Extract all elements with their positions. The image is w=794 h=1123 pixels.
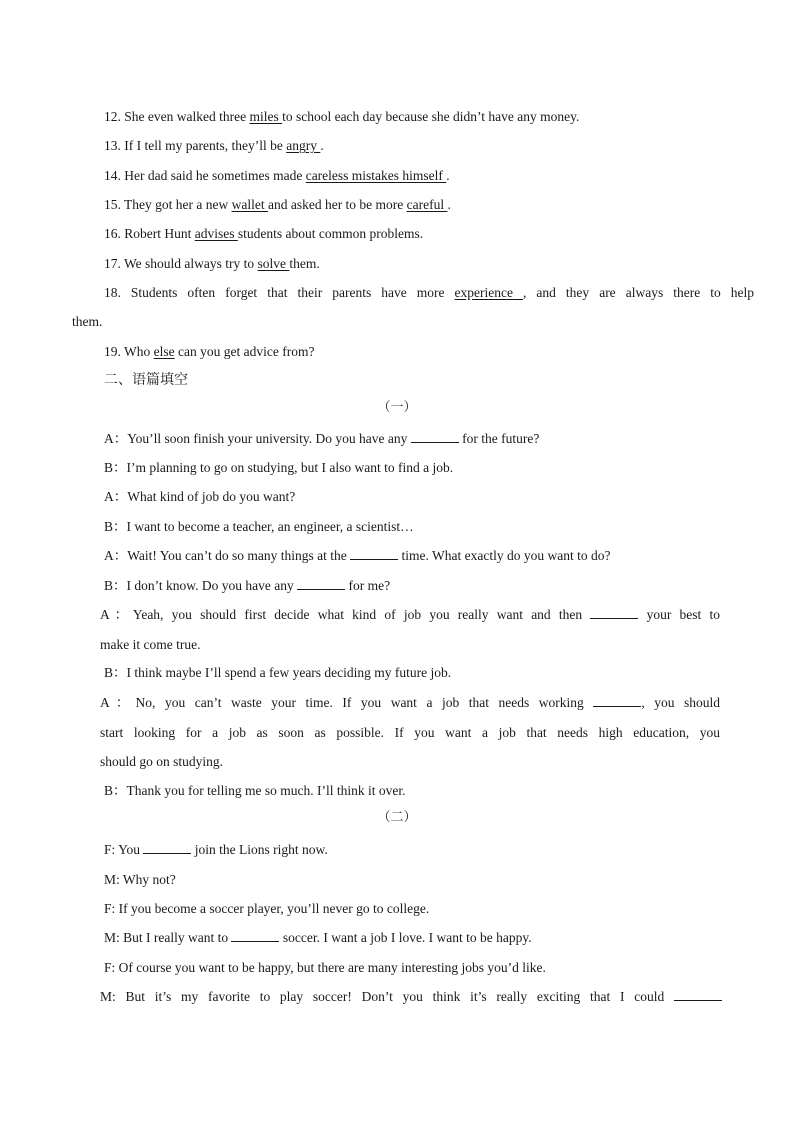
- line-text-end: for me?: [345, 578, 391, 593]
- passage-2-line-3: F: If you become a soccer player, you’ll never go to college.: [104, 901, 430, 916]
- q12-text-end: to school each day because she didn’t have any money.: [282, 109, 580, 124]
- line-text: F: You: [104, 842, 144, 857]
- q17-answer: solve: [257, 256, 290, 271]
- q14-text-end: .: [446, 168, 450, 183]
- passage-1-line-2: B：I’m planning to go on studying, but I also want to find a job.: [104, 460, 454, 475]
- question-19: [104, 343, 314, 361]
- passage-1-line-9: [100, 694, 720, 712]
- q14-text: 14. Her dad said he sometimes made: [104, 168, 306, 183]
- blank[interactable]: [231, 929, 279, 942]
- line-text: M: But it’s my favorite to play soccer! Don’t you think it’s really exciting that I could: [100, 989, 674, 1004]
- passage-2-line-2: M: Why not?: [104, 872, 176, 887]
- q13-text: 13. If I tell my parents, they’ll be: [104, 138, 287, 153]
- q16-answer: advises: [194, 226, 238, 241]
- q16-text-end: students about common problems.: [237, 226, 424, 241]
- passage-1-line-10: start looking for a job as soon as possible. If you want a job that needs high education, you: [100, 725, 720, 740]
- passage-2-title: （二）: [377, 810, 417, 825]
- blank[interactable]: [143, 841, 191, 854]
- line-text: A：No, you can’t waste your time. If you want a job that needs working: [100, 695, 594, 710]
- q18-text: 18. Students often forget that their parents have more: [104, 285, 455, 300]
- passage-2-line-5: F: Of course you want to be happy, but there are many interesting jobs you’d like.: [104, 960, 546, 975]
- q15-text-end: .: [447, 197, 451, 212]
- question-15: [104, 196, 451, 214]
- q15-answer-2: careful: [406, 197, 448, 212]
- line-text-end: for the future?: [458, 431, 540, 446]
- passage-1-line-7-cont: make it come true.: [100, 637, 201, 652]
- q15-answer: wallet: [231, 197, 268, 212]
- passage-1-line-6: [104, 577, 390, 595]
- q18-text-end: , and they are always there to help: [523, 285, 754, 300]
- blank[interactable]: [297, 577, 345, 590]
- line-text: A：You’ll soon finish your university. Do you have any: [104, 431, 411, 446]
- q12-answer: miles: [249, 109, 283, 124]
- line-text: B：I don’t know. Do you have any: [104, 578, 298, 593]
- line-text-end: soccer. I want a job I love. I want to be happy.: [279, 930, 532, 945]
- blank[interactable]: [411, 430, 459, 443]
- line-text-end: time. What exactly do you want to do?: [398, 548, 611, 563]
- line-text: A：Wait! You can’t do so many things at the: [104, 548, 351, 563]
- q17-text: 17. We should always try to: [104, 256, 258, 271]
- blank[interactable]: [593, 694, 641, 707]
- question-13: [104, 137, 324, 155]
- q18-answer: experience: [454, 285, 524, 300]
- line-text-end: join the Lions right now.: [191, 842, 328, 857]
- passage-1-line-8: B：I think maybe I’ll spend a few years deciding my future job.: [104, 665, 452, 680]
- q19-text: 19. Who: [104, 344, 154, 359]
- passage-2-line-4: [104, 929, 532, 947]
- passage-1-line-4: B：I want to become a teacher, an engineer, a scientist…: [104, 519, 414, 534]
- blank[interactable]: [674, 988, 722, 1001]
- question-18: [104, 284, 754, 302]
- q17-text-end: them.: [289, 256, 320, 271]
- passage-1-title: （一）: [377, 400, 417, 415]
- passage-1-line-7: [100, 606, 720, 624]
- passage-1-line-11: should go on studying.: [100, 754, 224, 769]
- q14-answer: careless mistakes himself: [305, 168, 447, 183]
- question-14: [104, 167, 450, 185]
- passage-2-line-1: [104, 841, 328, 859]
- blank[interactable]: [350, 547, 398, 560]
- q16-text: 16. Robert Hunt: [104, 226, 195, 241]
- question-16: [104, 225, 423, 243]
- passage-1-line-12: B：Thank you for telling me so much. I’ll think it over.: [104, 783, 406, 798]
- passage-1-line-3: A：What kind of job do you want?: [104, 489, 296, 504]
- question-18-continued: them.: [72, 314, 103, 329]
- line-text: M: But I really want to: [104, 930, 232, 945]
- q13-text-end: .: [320, 138, 324, 153]
- line-text-end: your best to: [638, 607, 720, 622]
- q13-answer: angry: [286, 138, 321, 153]
- q19-answer: else: [153, 344, 175, 359]
- passage-1-line-5: [104, 547, 610, 565]
- line-text: A：Yeah, you should first decide what kind of job you really want and then: [100, 607, 591, 622]
- q12-text: 12. She even walked three: [104, 109, 250, 124]
- blank[interactable]: [590, 606, 638, 619]
- passage-1-line-1: [104, 430, 539, 448]
- line-text-end: , you should: [641, 695, 720, 710]
- question-12: [104, 108, 579, 126]
- question-17: [104, 255, 320, 273]
- section-heading: 二、语篇填空: [104, 372, 188, 388]
- passage-2-line-6: [100, 988, 722, 1006]
- q15-text: 15. They got her a new: [104, 197, 232, 212]
- q15-text-mid: and asked her to be more: [267, 197, 407, 212]
- q19-text-end: can you get advice from?: [174, 344, 315, 359]
